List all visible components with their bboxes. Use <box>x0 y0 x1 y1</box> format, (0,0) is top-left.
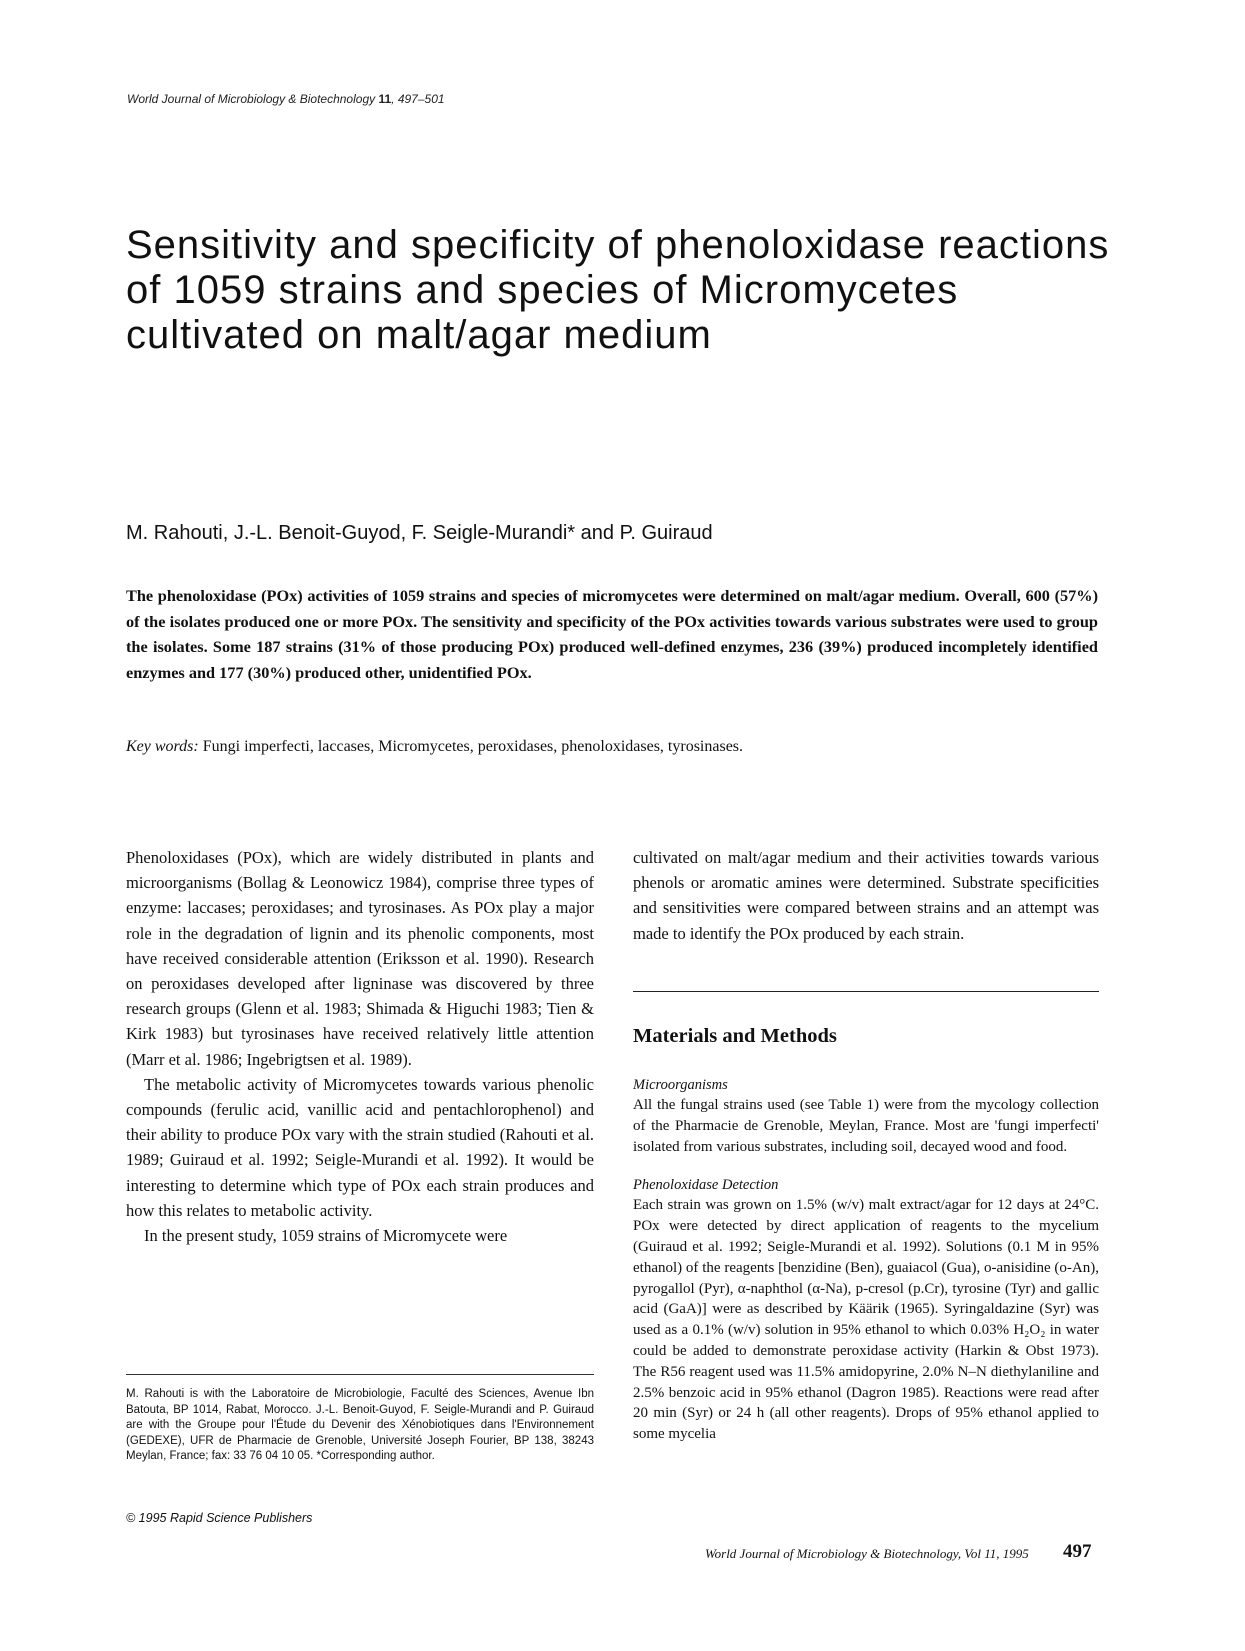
intro-paragraph-2: The metabolic activity of Micromycetes towards various phenolic compounds (ferulic acid, vanillic acid and pentachlorophenol) and their ability to produce POx vary with the strain studied (Rahouti et al. 1989; Guiraud et al. 1992; Seigle-Murandi et al. 1992). It would be interesting to determine which type of POx each strain produces and how this relates to metabolic activity. <box>126 1074 594 1220</box>
intro-paragraph-1: Phenoloxidases (POx), which are widely distributed in plants and microorganisms (Bollag & Leonowicz 1984), comprise three types of enzyme: laccases; peroxidases; and tyrosinases. As POx play a major role in the degradation of lignin and its phenolic components, most have received considerable attention (Eriksson et al. 1990). Research on peroxidases developed after ligninase was discovered by three research groups (Glenn et al. 1983; Shimada & Higuchi 1983; Tien & Kirk 1983) but tyrosinases have received relatively little attention (Marr et al. 1986; Ingebrigtsen et al. 1989). <box>126 848 594 1069</box>
author-affiliation-footnote: M. Rahouti is with the Laboratoire de Microbiologie, Faculté des Sciences, Avenue Ibn Batouta, BP 1014, Rabat, Morocco. J.-L. Benoit-Guyod, F. Seigle-Murandi and P. Guiraud are with the Groupe pour l'Étude du Devenir des Xénobiotiques dans l'Environnement (GEDEXE), UFR de Pharmacie de Grenoble, Université Joseph Fourier, BP 138, 38243 Meylan, France; fax: 33 76 04 10 05. *Corresponding author. <box>126 1388 594 1463</box>
footer-journal-citation: World Journal of Microbiology & Biotechnology, Vol 11, 1995 <box>705 1546 1029 1561</box>
paper-title: Sensitivity and specificity of phenoloxidase reactions of 1059 strains and species of Micromycetes cultivated on malt/agar medium <box>126 223 1110 357</box>
microorganisms-paragraph: All the fungal strains used (see Table 1) were from the mycology collection of the Pharmacie de Grenoble, Meylan, France. Most are 'fungi imperfecti' isolated from various substrates, including soil, decayed wood and food. <box>633 1097 1099 1155</box>
author-list: M. Rahouti, J.-L. Benoit-Guyod, F. Seigle-Murandi* and P. Guiraud <box>126 522 713 544</box>
keywords <box>126 736 743 758</box>
detection-paragraph: Each strain was grown on 1.5% (w/v) malt extract/agar for 12 days at 24°C. POx were detected by direct application of reagents to the mycelium (Guiraud et al. 1992; Seigle-Murandi et al. 1992). Solutions (0.1 M in 95% ethanol) of the reagents [benzidine (Ben), guaiacol (Gua), o-anisidine (o-An), pyrogallol (Pyr), α-naphthol (α-Na), p-cresol (p.Cr), tyrosine (Tyr) and gallic acid (GaA)] were as described by Käärik (1965). Syringaldazine (Syr) was used as a 0.1% (w/v) solution in 95% ethanol to which 0.03% H₂O₂ in water could be added to demonstrate peroxidase activity (Harkin & Obst 1973). The R56 reagent used was 11.5% amidopyrine, 2.0% N–N diethylaniline and 2.5% benzoic acid in 95% ethanol (Dagron 1985). Reactions were read after 20 min (Syr) or 24 h (all other reagents). Drops of 95% ethanol applied to some mycelia <box>633 1197 1099 1443</box>
copyright-notice: © 1995 Rapid Science Publishers <box>126 1511 313 1525</box>
methods-body <box>633 1075 1099 1445</box>
journal-volume: 11 <box>378 92 392 106</box>
subheading-microorganisms: Microorganisms <box>633 1077 728 1093</box>
footnote-divider <box>126 1374 594 1375</box>
section-divider <box>633 991 1099 992</box>
page-number: 497 <box>1063 1541 1092 1562</box>
journal-name: World Journal of Microbiology & Biotechnology <box>127 92 376 106</box>
keywords-label: Key words: <box>126 738 199 755</box>
subheading-phenoloxidase-detection: Phenoloxidase Detection <box>633 1177 779 1194</box>
intro-paragraph-3: In the present study, 1059 strains of Micromycete were <box>144 1226 508 1246</box>
journal-header <box>127 92 445 106</box>
abstract: The phenoloxidase (POx) activities of 1059 strains and species of micromycetes were determined on malt/agar medium. Overall, 600 (57%) of the isolates produced one or more POx. The sensitivity and specificity of the POx activities towards various substrates were used to group the isolates. Some 187 strains (31% of those producing POx) produced well-defined enzymes, 236 (39%) produced incompletely identified enzymes and 177 (30%) produced other, unidentified POx. <box>126 586 1098 682</box>
journal-pages: , 497–501 <box>391 92 445 106</box>
intro-continuation: cultivated on malt/agar medium and their activities towards various phenols or aromatic amines were determined. Substrate specificities and sensitivities were compared between strains and an attempt was made to identify the POx produced by each strain. <box>633 848 1099 943</box>
right-column-intro <box>633 845 1099 946</box>
keywords-text: Fungi imperfecti, laccases, Micromycetes, peroxidases, phenoloxidases, tyrosinases. <box>198 738 744 755</box>
section-heading-methods: Materials and Methods <box>633 1025 837 1047</box>
left-column <box>126 845 594 1248</box>
